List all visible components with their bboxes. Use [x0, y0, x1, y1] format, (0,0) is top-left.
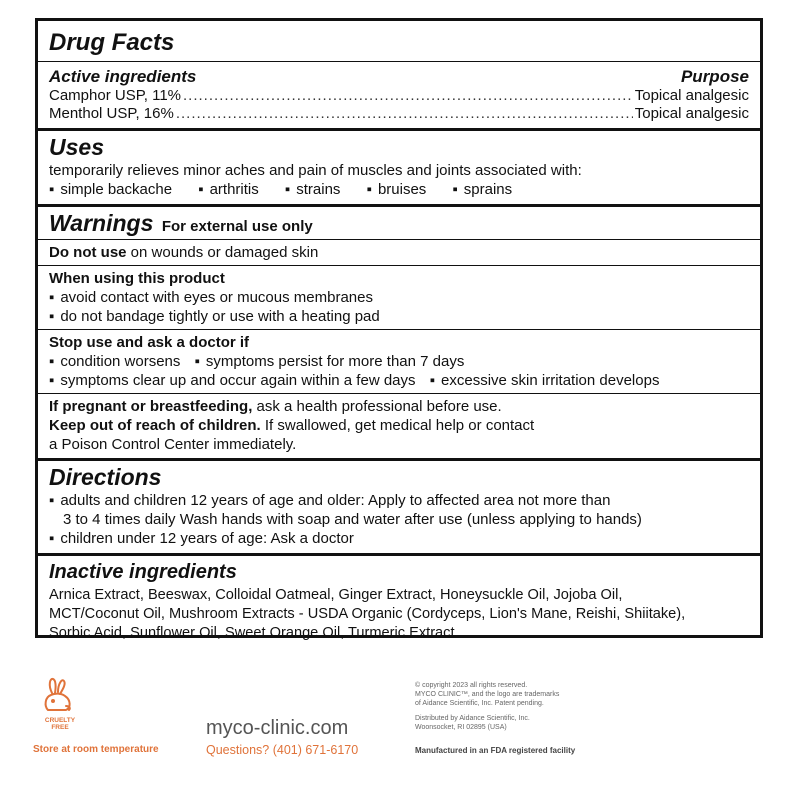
when-using-item: ▪ avoid contact with eyes or mucous membranes	[49, 288, 749, 307]
inactive-line: Arnica Extract, Beeswax, Colloidal Oatmeal, Ginger Extract, Honeysuckle Oil, Jojoba Oil,	[49, 587, 623, 603]
active-ingredients-section	[49, 62, 749, 128]
questions-phone: Questions? (401) 671-6170	[206, 743, 359, 757]
distributor-line: Woonsocket, RI 02895 (USA)	[415, 724, 507, 731]
website: myco-clinic.com	[206, 717, 349, 739]
uses-item: ▪ simple backache	[49, 181, 172, 198]
stop-use-item: ▪ excessive skin irritation develops	[430, 372, 660, 389]
stop-use-item: ▪ symptoms clear up and occur again within a few days	[49, 372, 416, 389]
do-not-use-text: on wounds or damaged skin	[126, 244, 319, 261]
drug-facts-title: Drug Facts	[49, 29, 175, 56]
legal-block	[415, 681, 559, 732]
when-using	[49, 266, 749, 329]
warnings-section	[49, 207, 749, 458]
directions-heading: Directions	[49, 464, 162, 490]
keep-out-text-2: a Poison Control Center immediately.	[49, 436, 297, 453]
distributor-line: Distributed by Aidance Scientific, Inc.	[415, 715, 530, 722]
pregnant-label: If pregnant or breastfeeding,	[49, 398, 253, 415]
inactive-line: Sorbic Acid, Sunflower Oil, Sweet Orange Oil, Turmeric Extract	[49, 625, 455, 641]
uses-heading: Uses	[49, 134, 104, 160]
purpose-heading: Purpose	[680, 67, 749, 86]
when-using-heading: When using this product	[49, 270, 225, 287]
uses-section	[49, 131, 749, 204]
active-row	[49, 87, 749, 105]
storage-note: Store at room temperature	[33, 744, 159, 755]
uses-item: ▪ arthritis	[198, 181, 259, 198]
uses-item: ▪ strains	[285, 181, 341, 198]
warnings-heading: Warnings	[49, 210, 154, 236]
when-using-item: ▪ do not bandage tightly or use with a heating pad	[49, 307, 749, 326]
uses-item: ▪ sprains	[452, 181, 512, 198]
pregnancy-keepout	[49, 394, 749, 458]
directions-section	[49, 461, 749, 553]
pregnant-text: ask a health professional before use.	[252, 398, 502, 415]
active-ingredients-heading: Active ingredients	[49, 67, 197, 86]
stop-use-item: ▪ condition worsens	[49, 353, 180, 370]
do-not-use-label: Do not use	[49, 244, 127, 261]
uses-item: ▪ bruises	[367, 181, 427, 198]
drug-facts-panel	[35, 18, 763, 641]
keep-out-text: If swallowed, get medical help or contact	[260, 417, 535, 434]
keep-out-label: Keep out of reach of children.	[49, 417, 261, 434]
directions-item-continued: 3 to 4 times daily Wash hands with soap and water after use (unless applying to hands)	[63, 511, 642, 528]
inactive-heading: Inactive ingredients	[49, 561, 237, 583]
stop-use	[49, 330, 749, 393]
cruelty-free-bunny-icon	[38, 675, 78, 719]
warnings-subheading: For external use only	[161, 218, 313, 235]
inactive-section	[49, 556, 749, 643]
stop-use-item: ▪ symptoms persist for more than 7 days	[195, 353, 465, 370]
active-purpose: Topical analgesic	[634, 105, 749, 122]
uses-text: temporarily relieves minor aches and pain of muscles and joints associated with:	[49, 162, 582, 179]
active-purpose: Topical analgesic	[634, 87, 749, 104]
inactive-line: MCT/Coconut Oil, Mushroom Extracts - USDA Organic (Cordyceps, Lion's Mane, Reishi, Shiitake),	[49, 606, 686, 622]
trademark-line: of Aidance Scientific, Inc. Patent pending.	[415, 700, 544, 707]
directions-item: ▪ children under 12 years of age: Ask a doctor	[49, 529, 749, 548]
active-name: Menthol USP, 16%	[49, 105, 174, 122]
stop-use-heading: Stop use and ask a doctor if	[49, 334, 250, 351]
do-not-use	[49, 240, 749, 265]
copyright: © copyright 2023 all rights reserved.	[415, 682, 528, 689]
active-name: Camphor USP, 11%	[49, 87, 182, 104]
trademark-line: MYCO CLINIC™, and the logo are trademarks	[415, 691, 560, 698]
uses-list	[49, 180, 749, 199]
cruelty-free-label: CRUELTY FREE	[44, 717, 76, 731]
manufactured-note: Manufactured in an FDA registered facility	[415, 746, 576, 755]
active-row	[49, 105, 749, 123]
directions-item: ▪ adults and children 12 years of age and older: Apply to affected area not more than	[49, 491, 749, 510]
